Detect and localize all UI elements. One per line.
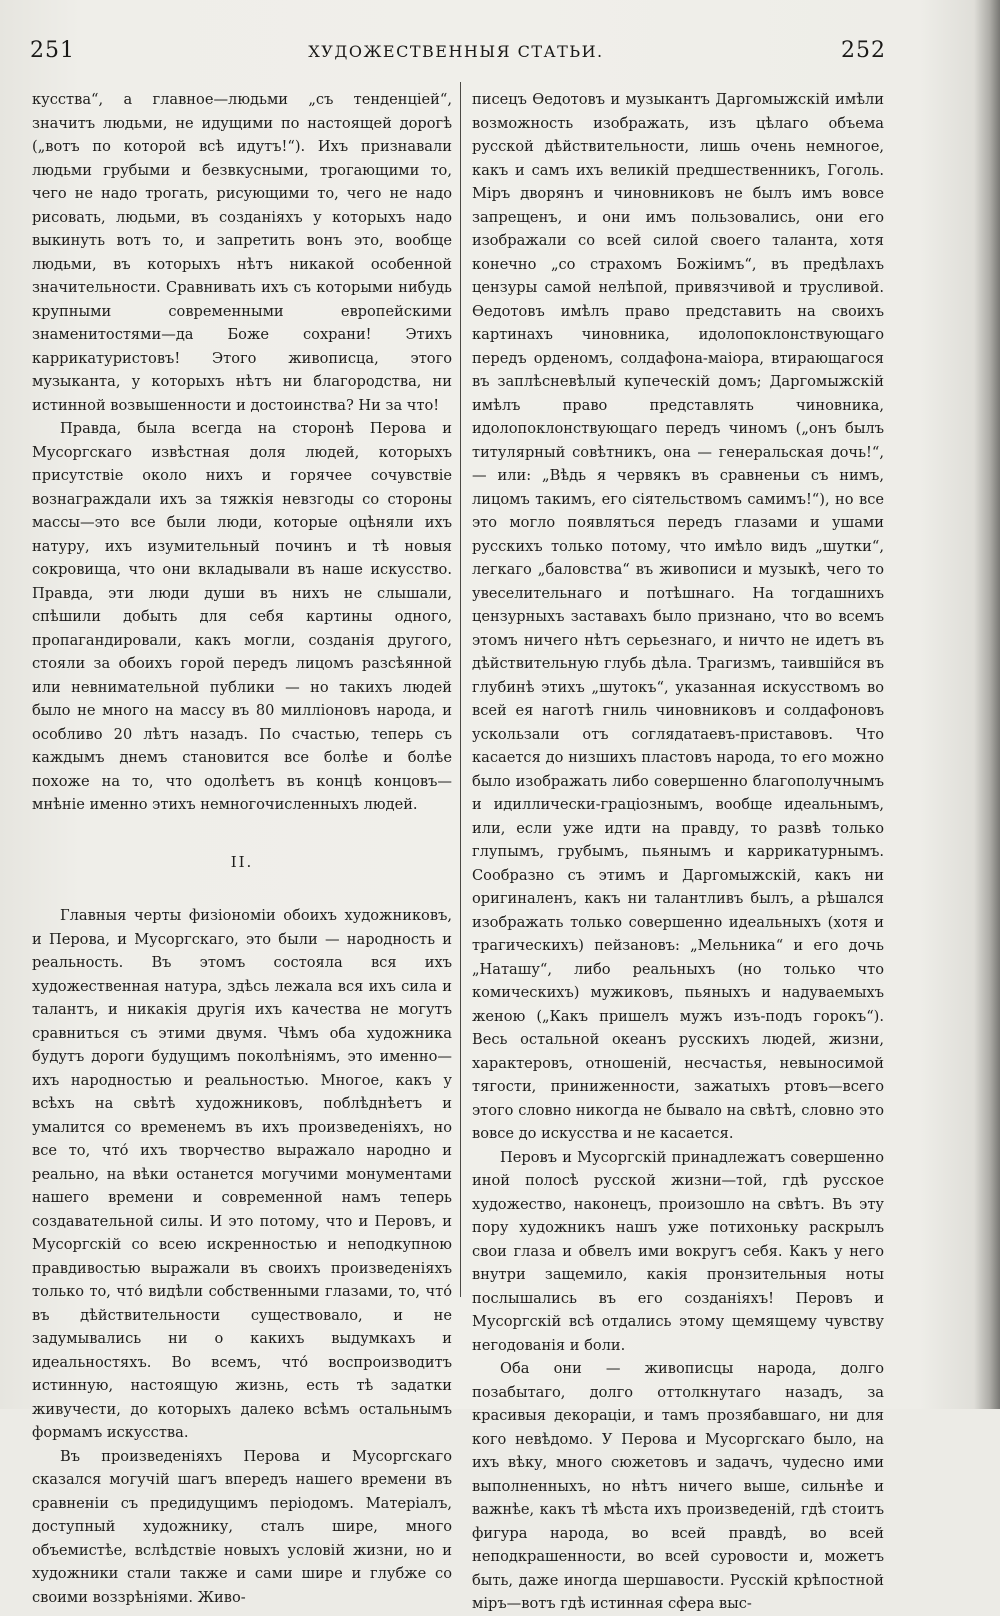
right-column (472, 88, 884, 1616)
paragraph: кусства“, а главное—людьми „съ тенденціей“, значитъ людьми, не идущими по настоящей дорогѣ („вотъ по которой всѣ идутъ!“). Ихъ признавали людьми грубыми и безвкусными, трогающими то, чего не надо трогать, рисующими то, чего не надо рисовать, людьми, въ созданіяхъ у которыхъ надо выкинуть вотъ то, и запретить вонъ это, вообще людьми, въ которыхъ нѣтъ никакой особенной значительности. Сравнивать ихъ съ которыми нибудь крупными современными европейскими знаменитостями—да Боже сохрани! Этихъ каррикатуристовъ! Этого живописца, этого музыканта, у которыхъ нѣтъ ни благородства, ни истинной возвышенности и достоинства? Ни за что! (32, 91, 452, 414)
left-column (32, 88, 452, 1609)
paragraph: Правда, была всегда на сторонѣ Перова и Мусоргскаго извѣстная доля людей, которыхъ присутствіе около нихъ и горячее сочувствіе вознаграждали ихъ за тяжкія невзгоды со стороны массы—это все были люди, которые оцѣняли ихъ натуру, ихъ изумительный починъ и тѣ новыя сокровища, что они вкладывали въ наше искусство. Правда, эти люди души въ нихъ не слышали, спѣшили добыть для себя картины одного, пропагандировали, какъ могли, созданія другого, стояли за обоихъ горой передъ лицомъ разсѣянной или невнимательной публики — но такихъ людей было не много на массу въ 80 милліоновъ народа, и особливо 20 лѣтъ назадъ. По счастью, теперь съ каждымъ днемъ становится все болѣе и болѣе похоже на то, что одолѣетъ въ концѣ концовъ—мнѣніе именно этихъ немногочисленныхъ людей. (32, 420, 452, 813)
page-number-left: 251 (30, 38, 75, 63)
running-title: ХУДОЖЕСТВЕННЫЯ СТАТЬИ. (308, 42, 604, 61)
page-number-right: 252 (841, 38, 886, 63)
paragraph: Главныя черты физіономіи обоихъ художниковъ, и Перова, и Мусоргскаго, это были — народность и реальность. Въ этомъ состояла вся ихъ художественная натура, здѣсь лежала вся ихъ сила и талантъ, и никакія другія ихъ качества не могутъ сравниться съ этими двумя. Чѣмъ оба художника будутъ дороги будущимъ поколѣніямъ, это именно—ихъ народностью и реальностью. Многое, какъ у всѣхъ на свѣтѣ художниковъ, поблѣднѣетъ и умалится со временемъ въ ихъ произведеніяхъ, но все то, что́ ихъ творчество выражало народно и реально, на вѣки останется могучими монументами нашего времени и современной намъ теперь создавательной силы. И это потому, что и Перовъ, и Мусоргскій со всею искренностью и неподкупною правдивостью выражали въ своихъ произведеніяхъ только то, что́ видѣли собственными глазами, то, что́ въ дѣйствительности существовало, и не задумывались ни о какихъ выдумкахъ и идеальностяхъ. Во всемъ, что́ воспроизводитъ истинную, настоящую жизнь, есть тѣ задатки живучести, до которыхъ далеко всѣмъ остальнымъ формамъ искусства. (32, 907, 452, 1441)
paragraph: Оба они — живописцы народа, долго позабытаго, долго оттолкнутаго назадъ, за красивыя декораціи, и тамъ прозябавшаго, ни для кого невѣдомо. У Перова и Мусоргскаго было, на ихъ вѣку, много сюжетовъ и задачъ, чудесно ими выполненныхъ, но нѣтъ ничего выше, сильнѣе и важнѣе, какъ тѣ мѣста ихъ произведеній, гдѣ стоитъ фигура народа, во всей правдѣ, во всей неподкрашенности, во всей суровости и, можетъ быть, даже иногда шершавости. Русскій крѣпостной міръ—вотъ гдѣ истинная сфера выс- (472, 1360, 884, 1612)
column-divider (460, 82, 461, 1297)
paragraph: Перовъ и Мусоргскій принадлежатъ совершенно иной полосѣ русской жизни—той, гдѣ русское художество, наконецъ, произошло на свѣтъ. Въ эту пору художникъ нашъ уже потихоньку раскрылъ свои глаза и обвелъ ими вокругъ себя. Какъ у него внутри защемило, какія пронзительныя ноты послышались въ его созданіяхъ! Перовъ и Мусоргскій всѣ отдались этому щемящему чувству негодованія и боли. (472, 1148, 884, 1354)
page-gutter-shadow (974, 0, 1000, 1409)
paragraph: Въ произведеніяхъ Перова и Мусоргскаго сказался могучій шагъ впередъ нашего времени въ сравненіи съ предидущимъ періодомъ. Матеріалъ, доступный художнику, сталъ шире, много объемистѣе, вслѣдствіе новыхъ условій жизни, но и художники стали также и сами шире и глубже со своими воззрѣніями. Живо- (32, 1447, 452, 1606)
section-heading: II. (230, 852, 254, 871)
page-header (26, 38, 886, 68)
paragraph: писецъ Ѳедотовъ и музыкантъ Даргомыжскій имѣли возможность изображать, изъ цѣлаго объема русской дѣйствительности, лишь очень немногое, какъ и самъ ихъ великій предшественникъ, Гоголь. Міръ дворянъ и чиновниковъ не былъ имъ вовсе запрещенъ, и они имъ пользовались, они его изображали со всей силой своего таланта, хотя конечно „со страхомъ Божіимъ“, въ предѣлахъ цензуры самой нелѣпой, привязчивой и трусливой. Ѳедотовъ имѣлъ право представить на своихъ картинахъ чиновника, идолопоклонствующаго передъ орденомъ, солдафона-маіора, втирающагося въ заплѣсневѣлый купеческій домъ; Даргомыжскій имѣлъ право представлять чиновника, идолопоклонствующаго передъ чиномъ („онъ былъ титулярный совѣтникъ, она — генеральская дочь!“, — или: „Вѣдь я червякъ въ сравненьи съ нимъ, лицомъ такимъ, его сіятельствомъ самимъ!“), но все это могло появляться передъ глазами и ушами русскихъ только потому, что имѣло видъ „шутки“, легкаго „баловства“ въ живописи и музыкѣ, чего то увеселительнаго и потѣшнаго. На тогдашнихъ цензурныхъ заставахъ было признано, что во всемъ этомъ ничего нѣтъ серьезнаго, и ничто не идетъ въ дѣйствительную глубь дѣла. Трагизмъ, таившійся въ глубинѣ этихъ „шутокъ“, указанная искусствомъ во всей ея наготѣ гниль чиновниковъ и солдафоновъ ускользали отъ соглядатаевъ-приставовъ. Что касается до низшихъ пластовъ народа, то его можно было изображать либо совершенно благополучнымъ и идиллически-граціознымъ, вообще идеальнымъ, или, если уже идти на правду, то развѣ только глупымъ, грубымъ, пьянымъ и каррикатурнымъ. Сообразно съ этимъ и Даргомыжскій, какъ ни оригиналенъ, какъ ни талантливъ былъ, а рѣшался изображать только совершенно идеальныхъ (хотя и трагическихъ) пейзановъ: „Мельника“ и его дочь „Наташу“, либо реальныхъ (но только что комическихъ) мужиковъ, пьяныхъ и надуваемыхъ женою („Какъ пришелъ мужъ изъ-подъ горокъ“). Весь остальной океанъ русскихъ людей, жизни, характеровъ, отношеній, несчастья, невыносимой тягости, приниженности, зажатыхъ ртовъ—всего этого словно никогда не бывало на свѣтѣ, словно это вовсе до искусства и не касается. (472, 91, 884, 1142)
